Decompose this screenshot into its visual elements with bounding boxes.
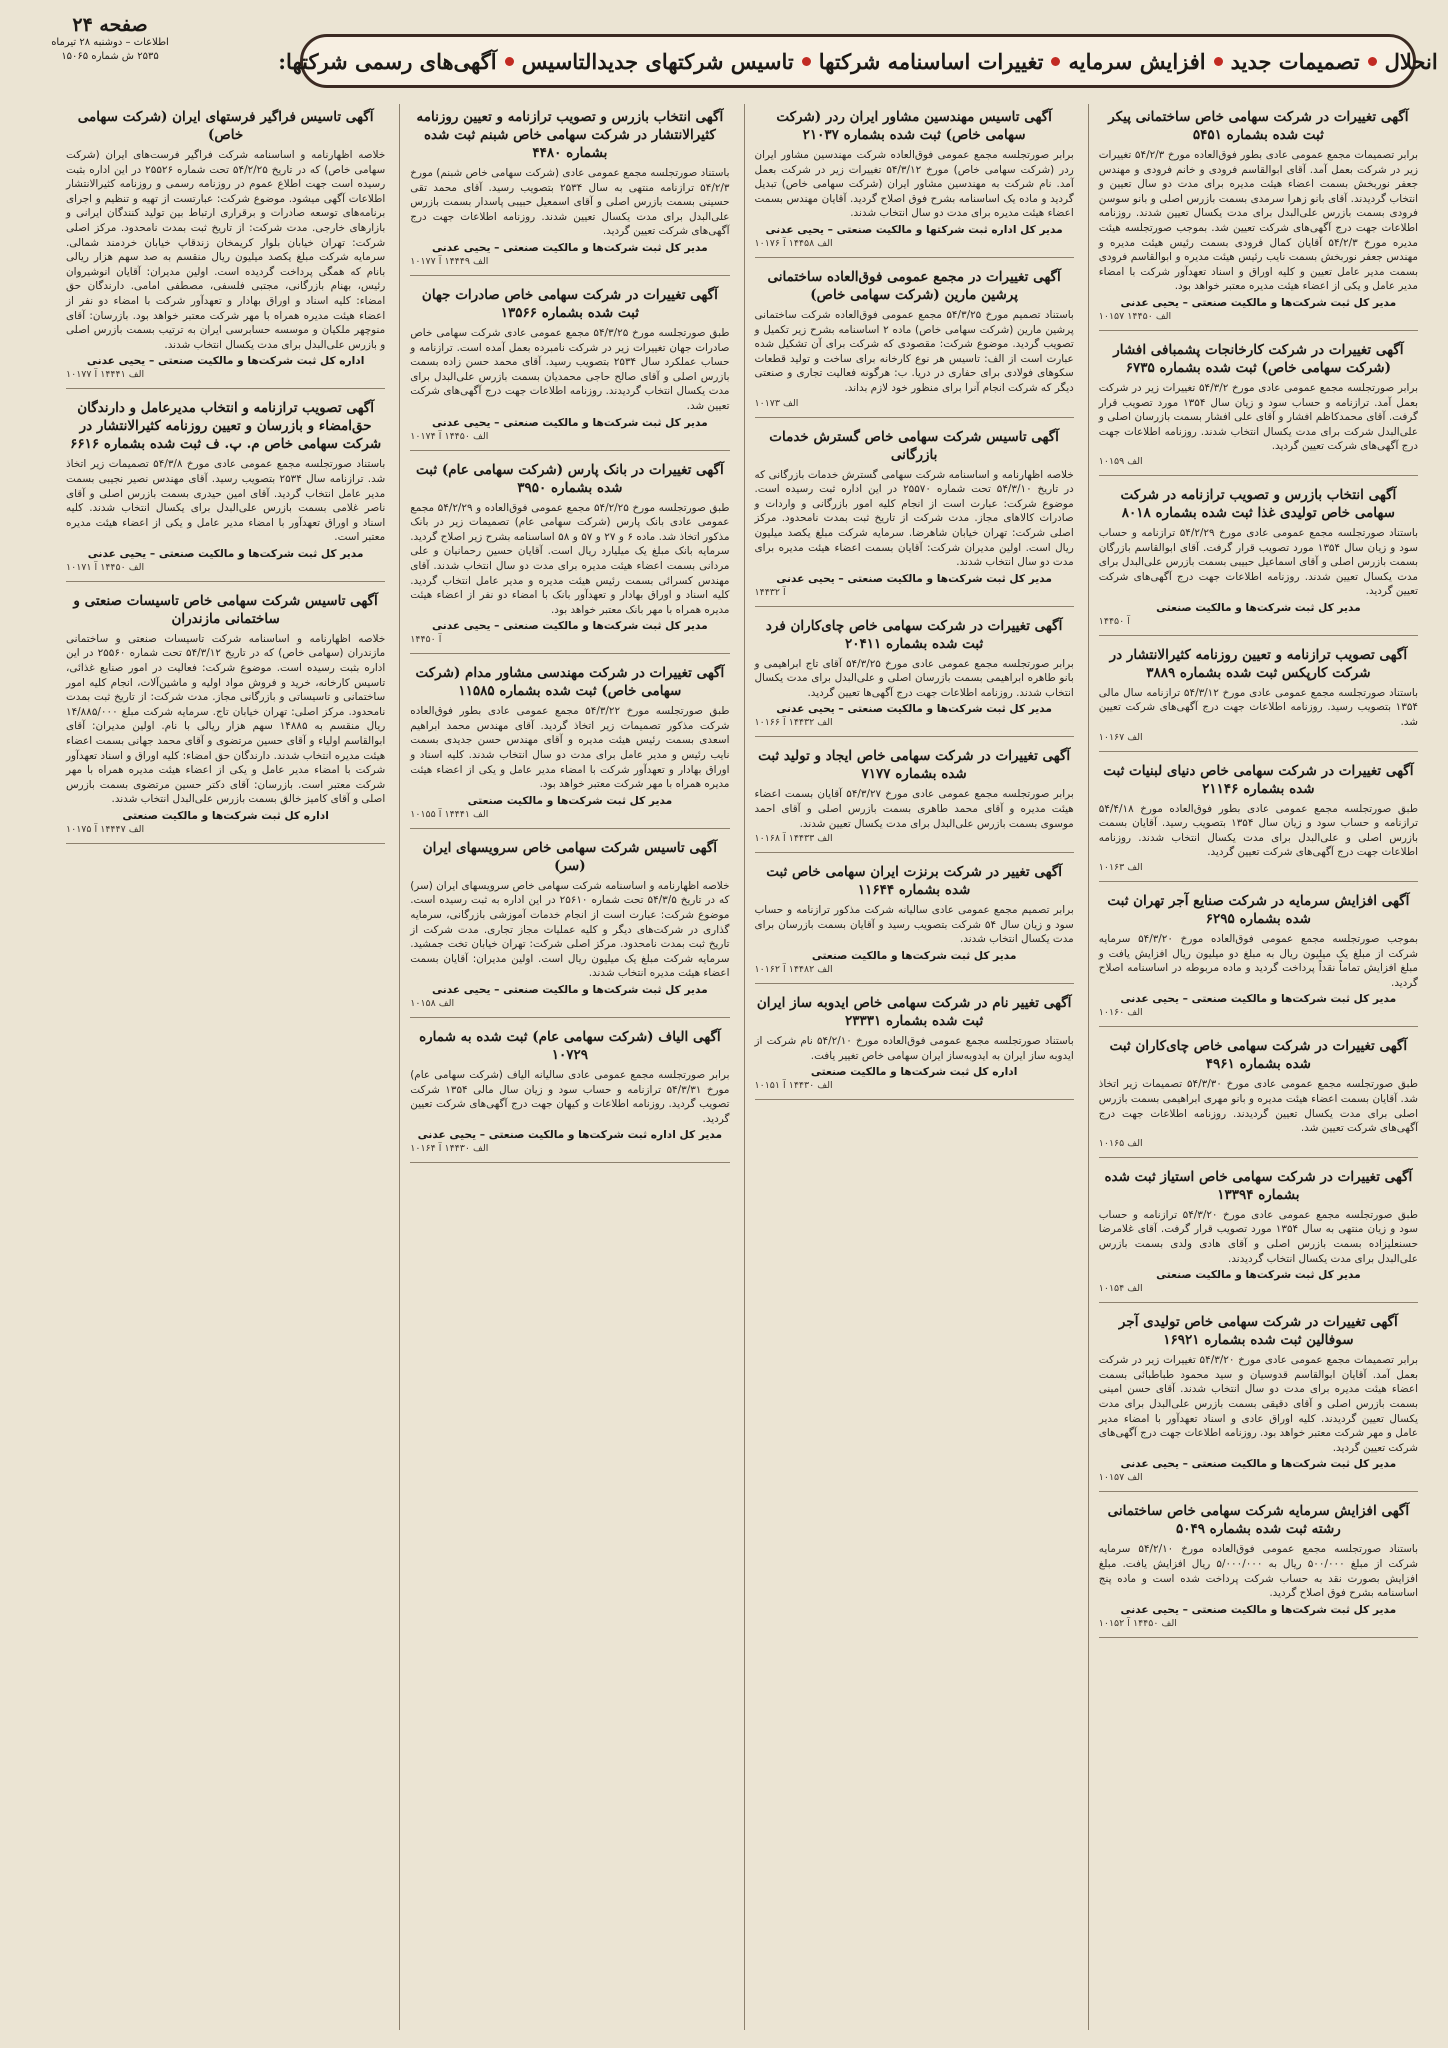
notice-signature: مدیر کل ثبت شرکت‌ها و مالکیت صنعتی – یحیی عدنی <box>776 572 1052 585</box>
notice-column <box>744 104 1074 2030</box>
notice-signature: مدیر کل ثبت شرکت‌ها و مالکیت صنعتی <box>467 794 673 807</box>
notice-body: برابر تصمیمات مجمع عمومی عادی بطور فوق‌العاده مورخ ۵۴/۲/۳ تغییرات زیر در شرکت بعمل آمد. آقای ابوالقاسم فرودی و خانم فرودی و مهندس جعفر نوربخش بسمت اعضاء هیئت مدیره برای مدت دو سال تعیین و انتخاب گردیدند. آقای بانو زهرا سرمدی بسمت بازرس اصلی و بانو سوسن فرودی بسمت بازرس علی‌البدل برای مدت یکسال تعیین شدند. روزنامه اطلاعات جهت درج آگهی‌های شرکت تعیین شد. بموجب صورتجلسه هیئت مدیره مورخ ۵۴/۲/۳ آقایان کمال فرودی بسمت رئیس هیئت مدیره و مهندس جعفر نوربخش بسمت نایب رئیس هیئت مدیره و ابوالقاسم فرودی بسمت مدیر عامل تعیین و کلیه اوراق و اسناد تعهدآور شرکت با امضاء مدیر عامل و یکی از اعضاء هیئت مدیره معتبر خواهد بود. <box>1095 149 1418 293</box>
banner-segment: آگهی‌های رسمی شرکتها: <box>278 48 497 74</box>
notice-title: آگهی تغییرات در شرکت سهامی خاص ساختمانی پیکر ثبت شده بشماره ۵۴۵۱ <box>1108 109 1409 143</box>
notice-title: آگهی تاسیس شرکت سهامی خاص تاسیسات صنعتی و ساختمانی مازندران <box>73 592 378 627</box>
notice-item <box>1095 642 1418 752</box>
notice-title: آگهی تصویب ترازنامه و انتخاب مدیرعامل و دارندگان حق‌امضاء و بازرسان و تعیین روزنامه کثیرالانتشار در شرکت سهامی خاص م. پ. ف ثبت شده بشماره ۶۶۱۶ <box>70 400 382 453</box>
notice-signature: مدیر کل ثبت شرکت‌ها و مالکیت صنعتی – یحیی عدنی <box>1120 296 1397 309</box>
notice-body: خلاصه اظهارنامه و اساسنامه شرکت سهامی خاص سرویسهای ایران (سر) که در تاریخ ۵۴/۳/۵ تحت شماره ۲۵۶۱۰ در این اداره به ثبت رسیده است. موضوع شرکت: عبارت است از انجام خدمات آموزشی بازرگانی، سرمایه گذاری در شرکت‌های دیگر و کلیه عملیات مجاز تجاری. مدت شرکت از تاریخ ثبت بمدت نامحدود. مرکز اصلی شرکت: تهران خیابان تخت جمشید. سرمایه شرکت مبلغ یک میلیون ریال است. اولین مدیران: آقایان بسمت اعضاء هیئت مدیره انتخاب شدند. <box>406 879 730 980</box>
notice-signature: مدیر کل ثبت شرکت‌ها و مالکیت صنعتی – یحیی عدنی <box>776 703 1052 716</box>
notice-body: برابر تصمیم مجمع عمومی عادی سالیانه شرکت مذکور ترازنامه و حساب سود و زیان سال ۵۴ شرکت بتصویب رسید و آقایان بسمت بازرسان برای مدت یکسال انتخاب شدند. <box>751 904 1074 946</box>
notice-code: ۱۰۱۶۶ الف ۱۴۴۳۲ آ <box>754 717 833 729</box>
notice-columns <box>56 104 1418 2030</box>
bullet-dot-icon <box>1214 57 1223 66</box>
notice-signature: اداره کل ثبت شرکت‌ها و مالکیت صنعتی <box>810 1066 1018 1079</box>
notice-body: باستناد صورتجلسه مجمع عمومی فوق‌العاده مورخ ۵۴/۲/۱۰ سرمایه شرکت از مبلغ ۵۰۰/۰۰۰ ریال به ۵/۰۰۰/۰۰۰ ریال افزایش یافت. مبلغ افزایش بصورت نقد به حساب شرکت پرداخت شده است و ماده پنج اساسنامه بشرح فوق اصلاح گردید. <box>1095 1543 1419 1600</box>
notice-code: ۱۰۱۵۲ الف ۱۴۴۵۰ آ <box>1098 1617 1177 1629</box>
notice-body: باستناد صورتجلسه مجمع عمومی عادی مورخ ۵۴/۳/۱۲ ترازنامه سال مالی ۱۳۵۴ بتصویب رسید. روزنامه اطلاعات جهت درج آگهی‌های شرکت تعیین شد. <box>1095 686 1418 729</box>
bullet-dot-icon <box>1051 57 1060 66</box>
notice-code: ۱۰۱۶۷ الف <box>1098 731 1143 743</box>
page-meta <box>50 14 170 64</box>
notice-body: طبق صورتجلسه مجمع عمومی عادی مورخ ۵۴/۳/۳۰ تصمیمات زیر اتخاذ شد. آقایان بسمت اعضاء هیئت مدیره و بانو مهری ابراهیمی بسمت بازرس اصلی برای مدت یکسال تعیین گردیدند. روزنامه اطلاعات جهت درج آگهی‌های شرکت تعیین شد. <box>1095 1078 1418 1135</box>
notice-item <box>751 104 1074 258</box>
notice-signature: مدیر کل ثبت شرکت‌ها و مالکیت صنعتی – یحیی عدنی <box>1120 1458 1397 1471</box>
notice-code: ۱۰۱۵۷ الف <box>1098 1472 1143 1484</box>
notice-code: ۱۰۱۷۵ الف ۱۴۴۴۷ آ <box>66 824 145 835</box>
notice-title: آگهی افزایش سرمایه شرکت سهامی خاص ساختمانی رشته ثبت شده بشماره ۵۰۴۹ <box>1107 1503 1410 1538</box>
notice-item <box>406 282 730 451</box>
notice-title: آگهی تصویب ترازنامه و تعیین روزنامه کثیرالانتشار در شرکت کارپکس ثبت شده بشماره ۳۸۸۹ <box>1109 646 1408 681</box>
notice-item <box>1095 758 1418 882</box>
section-banner <box>278 34 1438 88</box>
notice-code: ۱۰۱۵۵ الف ۱۴۴۴۱ آ <box>410 808 489 820</box>
notice-code: ۱۰۱۶۳ الف <box>1098 862 1143 874</box>
issue-date: اطلاعات – دوشنبه ۲۸ تیرماه <box>51 37 169 48</box>
bullet-dot-icon <box>505 57 514 66</box>
notice-title: آگهی تغییرات در شرکت سهامی خاص تولیدی آجر سوفالین ثبت شده بشماره ۱۶۹۲۱ <box>1118 1314 1398 1349</box>
notice-item <box>406 1024 730 1163</box>
notice-title: آگهی تغییرات در شرکت سهامی خاص دنیای لبنیات ثبت شده بشماره ۲۱۱۴۶ <box>1103 762 1414 797</box>
notice-item <box>1095 337 1419 476</box>
notice-body: باستناد صورتجلسه مجمع عمومی عادی مورخ ۵۴/۲/۲۹ ترازنامه و حساب سود و زیان سال ۱۳۵۴ مورد تصویب قرار گرفت. آقای ابوالقاسم بازرگان بسمت بازرس اصلی و آقای اسماعیل حبیبی بسمت بازرس علی‌البدل برای مدت یکسال تعیین شدند. روزنامه اطلاعات جهت درج آگهی‌های شرکت تعیین گردید. <box>1095 526 1419 598</box>
notice-body: طبق صورتجلسه مجمع عمومی عادی مورخ ۵۴/۳/۲۰ ترازنامه و حساب سود و زیان منتهی به سال ۱۳۵۴ مورد تصویب قرار گرفت. آقای غلامرضا حسنعلیزاده بسمت بازرس اصلی و آقای هادی ولدی بسمت بازرس علی‌البدل برای مدت یکسال انتخاب گردیدند. <box>1095 1208 1419 1265</box>
notice-code: ۱۰۱۶۵ الف <box>1098 1137 1143 1149</box>
notice-body: طبق صورتجلسه مورخ ۵۴/۳/۲۵ مجمع عمومی عادی شرکت سهامی خاص صادرات جهان تغییرات زیر در شرکت نامبرده بعمل آمده است. ترازنامه و حساب عملکرد سال ۲۵۳۴ بتصویب رسید. آقای محمد حسن زاده بسمت بازرس اصلی و آقای صالح حاجی محمدیان بسمت بازرس علی‌البدل برای مدت یکسال انتخاب گردیدند. روزنامه اطلاعات جهت درج آگهی‌های شرکت تعیین شد. <box>406 326 730 412</box>
notice-code: ۱۰۱۷۷ الف ۱۴۴۴۹ آ <box>410 255 489 267</box>
notice-body: باستناد تصمیم مورخ ۵۴/۳/۲۵ مجمع عمومی فوق‌العاده شرکت ساختمانی پرشین مارین (شرکت سهامی خاص) ماده ۲ اساسنامه بشرح زیر تکمیل و تصویب گردید. موضوع شرکت: مقصودی که شرکت برای آن تشکیل شده عبارت است از الف: تاسیس هر نوع کارخانه برای ساخت و تولید قطعات سکوهای فولادی برای حفاری در دریا. ب: هرگونه فعالیت تجاری و صنعتی دیگر که شرکت انجام آنرا برای منظور خود لازم بداند. <box>751 308 1074 394</box>
notice-signature: مدیر کل ثبت شرکت‌ها و مالکیت صنعتی <box>1156 601 1361 614</box>
notice-body: برابر صورتجلسه مجمع عمومی فوق‌العاده شرکت مهندسین مشاور ایران ردر (شرکت سهامی خاص) مورخ ۵۴/۳/۱۲ تغییرات زیر در شرکت بعمل آمد. نام شرکت به مهندسین مشاور ایران (شرکت سهامی خاص) تبدیل گردید و ماده یک اساسنامه بشرح فوق اصلاح گردید. آقایان مهندس بسمت اعضاء هیئت مدیره برای مدت دو سال انتخاب شدند. <box>751 149 1074 220</box>
notice-code: ۱۰۱۵۷ ۱۴۴۵۰ الف <box>1098 310 1172 322</box>
notice-signature: مدیر کل ثبت شرکت‌ها و مالکیت صنعتی – یحیی عدنی <box>1120 1603 1397 1616</box>
notice-item <box>751 613 1074 738</box>
notice-title: آگهی الیاف (شرکت سهامی عام) ثبت شده به شماره ۱۰۷۲۹ <box>419 1029 721 1063</box>
notice-code: ۱۰۱۷۷ الف ۱۴۴۴۱ آ <box>66 369 145 381</box>
notice-title: آگهی تغییرات در شرکت سهامی خاص ایجاد و تولید ثبت شده بشماره ۷۱۷۷ <box>758 748 1071 783</box>
notice-title: آگهی تغییرات در مجمع عمومی فوق‌العاده ساختمانی پرشین مارین (شرکت سهامی خاص) <box>767 268 1061 303</box>
bullet-dot-icon <box>1368 57 1377 66</box>
notice-title: آگهی انتخاب بازرس و تصویب ترازنامه در شرکت سهامی خاص تولیدی غذا ثبت شده بشماره ۸۰۱۸ <box>1120 486 1397 521</box>
notice-body: باستناد صورتجلسه مجمع عمومی فوق‌العاده مورخ ۵۴/۲/۱۰ نام شرکت از ایدوبه ساز ایران به ایدوبه‌ساز ایران سهامی خاص تغییر یافت. <box>751 1035 1074 1062</box>
notice-item <box>751 424 1074 607</box>
notice-signature: مدیر کل ثبت شرکت‌ها و مالکیت صنعتی – یحیی عدنی <box>432 241 708 254</box>
notice-title: آگهی تغییرات در شرکت کارخانجات پشمبافی افشار (شرکت سهامی خاص) ثبت شده بشماره ۶۷۳۵ <box>1113 341 1404 376</box>
notice-code: ۱۰۱۵۸ الف <box>410 998 455 1009</box>
notice-title: آگهی تغییرات در شرکت سهامی خاص چای‌کاران ثبت شده بشماره ۴۹۶۱ <box>1109 1038 1408 1073</box>
notice-body: برابر صورتجلسه مجمع عمومی عادی مورخ ۵۴/۳/۲۷ آقایان بسمت اعضاء هیئت مدیره و آقای محمد طاهری بسمت بازرس اصلی و آقای احمد موسوی بسمت بازرس علی‌البدل برای مدت یکسال تعیین شدند. <box>751 788 1074 830</box>
notice-title: آگهی تاسیس مهندسین مشاور ایران ردر (شرکت سهامی خاص) ثبت شده بشماره ۲۱۰۳۷ <box>776 109 1052 143</box>
banner-segment: تصمیمات جدید <box>1230 48 1360 74</box>
notice-item <box>1095 104 1418 331</box>
notice-body: بموجب صورتجلسه مجمع عمومی فوق‌العاده مورخ ۵۴/۳/۲۰ سرمایه شرکت از مبلغ یک میلیون ریال به مبلغ دو میلیون ریال افزایش یافت و مبلغ افزایش تماماً نقداً پرداخت گردید و ماده مربوطه در اساسنامه اصلاح گردید. <box>1095 933 1418 989</box>
notice-column <box>1088 104 1418 2030</box>
notice-signature: مدیر کل ثبت شرکت‌ها و مالکیت صنعتی – یحیی عدنی <box>87 547 364 560</box>
notice-column <box>399 104 729 2030</box>
notice-body: برابر صورتجلسه مجمع عمومی عادی مورخ ۵۴/۳/۲۵ آقای تاج ابراهیمی و بانو طاهره ابراهیمی بسمت بازرسان اصلی و علی‌البدل برای مدت یکسال انتخاب شدند. روزنامه اطلاعات جهت درج آگهی‌ها تعیین گردید. <box>751 657 1074 699</box>
notice-code: ۱۰۱۶۰ الف <box>1098 1007 1143 1019</box>
issue-number: ۲۵۳۵ ش شماره ۱۵۰۶۵ <box>61 51 159 62</box>
notice-title: آگهی تغییر نام در شرکت سهامی خاص ایدوبه ساز ایران ثبت شده بشماره ۲۳۳۳۱ <box>756 995 1072 1030</box>
notice-title: آگهی تغییرات در شرکت مهندسی مشاور مدام (شرکت سهامی خاص) ثبت شده بشماره ۱۱۵۸۵ <box>415 665 725 700</box>
notice-item <box>62 395 386 582</box>
notice-code: ۱۰۱۶۴ الف ۱۴۴۳۰ آ <box>410 1143 489 1155</box>
notice-code: ۱۰۱۵۱ الف ۱۴۴۳۰ آ <box>754 1080 833 1092</box>
notice-code: ۱۰۱۵۹ الف <box>1098 455 1143 467</box>
notice-item <box>1095 888 1418 1027</box>
notice-code: ۱۰۱۷۶ الف ۱۴۴۵۸ آ <box>754 237 833 249</box>
notice-code: ۱۰۱۶۲ الف ۱۴۴۸۲ آ <box>754 964 833 976</box>
notice-body: برابر تصمیمات مجمع عمومی عادی مورخ ۵۴/۳/۲۰ تغییرات زیر در شرکت بعمل آمد. آقایان ابوالقاسم قدوسیان و سید محمود طباطبائی بسمت اعضاء هیئت مدیره برای مدت دو سال انتخاب شدند. آقای حسن امینی بسمت بازرس اصلی و آقای دقیقی بسمت بازرس علی‌البدل برای مدت یکسال تعیین گردیدند. کلیه اوراق عادی و اسناد تعهدآور با امضاء مدیر عامل و مهر شرکت معتبر خواهد بود. روزنامه اطلاعات جهت درج آگهی‌های شرکت تعیین گردید. <box>1095 1354 1418 1454</box>
notice-title: آگهی افزایش سرمایه در شرکت صنایع آجر تهران ثبت شده بشماره ۶۲۹۵ <box>1107 893 1410 928</box>
notice-body: طبق صورتجلسه مورخ ۵۴/۲/۲۵ مجمع عمومی فوق‌العاده و ۵۴/۲/۲۹ مجمع عمومی عادی بانک پارس (شرکت سهامی عام) تصمیمات زیر در بانک مذکور اتخاذ شد. ماده ۶ و ۲۷ و ۵۷ و ۵۸ اساسنامه بشرح زیر اصلاح گردید. سرمایه بانک مبلغ یک میلیارد ریال است. آقایان حسین رحمانیان و علی مردانی بسمت اعضاء هیئت مدیره برای مدت دو سال انتخاب شدند. آقای مهندس کسرائی بسمت رئیس هیئت مدیره و مدیر عامل انتخاب گردید. کلیه اسناد و اوراق بهادار و تعهدآور بانک با امضاء دو نفر از اعضاء هیئت مدیره همراه با مهر بانک معتبر خواهد بود. <box>406 501 730 616</box>
notice-body: طبق صورتجلسه مورخ ۵۴/۳/۲۲ مجمع عمومی عادی بطور فوق‌العاده شرکت مذکور تصمیمات زیر اتخاذ گردید. آقای مهندس محمد ابراهیم اسعدی بسمت رئیس هیئت مدیره و آقای مهندس حسن جدیدی بسمت نایب رئیس و مدیر عامل برای مدت دو سال انتخاب شدند. کلیه اسناد و اوراق بهادار و تعهدآور شرکت با امضاء مدیر عامل و یکی از اعضاء هیئت مدیره همراه با مهر شرکت معتبر خواهد بود. <box>406 705 730 791</box>
notice-code: ۱۰۱۵۴ الف <box>1098 1283 1143 1295</box>
notice-item <box>406 660 730 829</box>
notice-item <box>751 859 1074 984</box>
notice-item <box>62 588 386 844</box>
notice-item <box>1095 482 1419 636</box>
notice-body: خلاصه اظهارنامه و اساسنامه شرکت فراگیر فرست‌های ایران (شرکت سهامی خاص) که در تاریخ ۵۴/۲/۲۵ تحت شماره ۲۵۵۲۶ در این اداره بثبت رسیده است جهت اطلاع عموم در روزنامه رسمی و روزنامه کثیرالانتشار اطلاعات آگهی میشود. موضوع شرکت: عبارتست از تهیه و تنظیم و اجرای برنامه‌های توسعه صادرات و برقراری ارتباط بین تولید کنندگان ایرانی و بازارهای خارجی. مدت شرکت: از تاریخ ثبت بمدت نامحدود. مرکز اصلی شرکت: تهران خیابان بلوار کریمخان زندقاپ خیابان خردمند شمالی. سرمایه شرکت مبلغ یکصد میلیون ریال منقسم به صد سهم هزار ریالی بانام که همگی پرداخت گردیده است. اولین مدیران: آقایان انوشیروان رئیس، بهنام بازرگانی، مجتبی فلسفی، مصطفی امامی. دارندگان حق امضاء: کلیه اسناد و اوراق بهادار و تعهدآور شرکت با امضاء دو نفر از اعضاء هیئت مدیره همراه با مهر شرکت معتبر خواهد بود. بازرسان: آقای منوچهر ملکیان و موسسه حسابرسی ایران به ترتیب بسمت بازرس اصلی و بازرس علی‌البدل برای مدت یکسال انتخاب شدند. <box>62 149 386 351</box>
notice-code: ۱۰۱۷۴ الف ۱۴۴۵۰ آ <box>410 430 489 442</box>
notice-title: آگهی تغییر در شرکت برنزت ایران سهامی خاص ثبت شده بشماره ۱۱۶۴۴ <box>766 864 1063 899</box>
notice-signature: مدیر کل ثبت شرکت‌ها و مالکیت صنعتی <box>1156 1269 1361 1282</box>
notice-title: آگهی تغییرات در شرکت سهامی خاص استیاز ثبت شده بشماره ۱۳۳۹۴ <box>1104 1168 1413 1203</box>
notice-item <box>751 264 1074 418</box>
banner-segment: انحلال <box>1384 48 1438 74</box>
notice-code: ۱۴۴۵۰ آ <box>1098 615 1130 627</box>
notice-item <box>751 990 1074 1100</box>
notice-title: آگهی انتخاب بازرس و تصویب ترازنامه و تعیین روزنامه کثیرالانتشار در شرکت سهامی خاص شبنم ثبت شده بشماره ۴۴۸۰ <box>416 109 724 161</box>
notice-body: باستناد صورتجلسه مجمع عمومی عادی مورخ ۵۴/۳/۸ تصمیمات زیر اتخاذ شد. ترازنامه سال ۲۵۳۴ بتصویب رسید. آقای مهندس نصیر نجیبی بسمت مدیر عامل انتخاب گردید. آقای امین حیدری بسمت بازرس اصلی و آقای ناصر غلامی بسمت بازرس علی‌البدل برای یکسال انتخاب شدند. کلیه اسناد و اوراق تعهدآور با امضاء مدیر عامل و یکی از اعضاء هیئت مدیره معتبر است. <box>62 458 386 544</box>
notice-title: آگهی تغییرات در شرکت سهامی خاص چای‌کاران فرد ثبت شده بشماره ۲۰۴۱۱ <box>765 617 1063 652</box>
notice-code: ۱۴۴۵۰ آ <box>410 634 442 646</box>
banner-segment: افزایش سرمایه <box>1068 48 1206 74</box>
notice-code: ۱۰۱۷۳ الف <box>754 397 799 409</box>
notice-item <box>1095 1033 1418 1157</box>
banner-segment: تاسیس شرکتهای جدیدالتاسیس <box>521 48 794 74</box>
notice-signature: مدیر کل ثبت شرکت‌ها و مالکیت صنعتی – یحیی عدنی <box>432 984 708 996</box>
notice-item <box>406 104 730 276</box>
notice-signature: مدیر کل اداره ثبت شرکتها و مالکیت صنعتی – یحیی عدنی <box>765 223 1063 236</box>
banner-segment: تغییرات اساسنامه شرکتها <box>818 48 1044 74</box>
notice-code: ۱۴۴۳۲ آ <box>754 586 786 598</box>
notice-item <box>62 104 386 389</box>
notice-signature: مدیر کل ثبت شرکت‌ها و مالکیت صنعتی – یحیی عدنی <box>432 620 708 633</box>
notice-signature: اداره کل ثبت شرکت‌ها و مالکیت صنعتی <box>122 810 329 822</box>
notice-item <box>1095 1498 1419 1637</box>
notice-body: باستناد صورتجلسه مجمع عمومی عادی (شرکت سهامی خاص شبنم) مورخ ۵۴/۲/۳ ترازنامه منتهی به سال ۲۵۳۴ بتصویب رسید. آقای محمد تقی حسینی بسمت بازرس اصلی و آقای اسمعیل حبیبی پاسدار بسمت بازرس علی‌البدل برای مدت یکسال تعیین شدند. روزنامه اطلاعات جهت درج آگهی‌های شرکت تعیین گردید. <box>406 167 730 238</box>
notice-body: خلاصه اظهارنامه و اساسنامه شرکت سهامی گسترش خدمات بازرگانی که در تاریخ ۵۴/۳/۱۰ تحت شماره ۲۵۵۷۰ در این اداره ثبت رسیده است. موضوع شرکت: عبارت است از انجام کلیه امور بازرگانی و واردات و صادرات کالاهای مجاز. مدت شرکت از تاریخ ثبت بمدت نامحدود. مرکز اصلی شرکت: تهران خیابان شاهرضا. سرمایه شرکت مبلغ یکصد میلیون ریال است. اولین مدیران شرکت: آقایان بسمت اعضاء هیئت مدیره برای مدت دو سال انتخاب شدند. <box>751 468 1074 569</box>
notice-title: آگهی تاسیس فراگیر فرستهای ایران (شرکت سهامی خاص) <box>77 109 374 143</box>
notice-signature: مدیر کل ثبت شرکت‌ها و مالکیت صنعتی – یحیی عدنی <box>1120 993 1397 1006</box>
notice-item <box>1095 1309 1418 1492</box>
notice-code: ۱۰۱۷۱ الف ۱۴۴۵۰ آ <box>66 561 145 573</box>
notice-title: آگهی تاسیس شرکت سهامی خاص سرویسهای ایران (سر) <box>422 839 718 874</box>
notice-signature: اداره کل ثبت شرکت‌ها و مالکیت صنعتی – یحیی عدنی <box>86 355 365 368</box>
notice-body: طبق صورتجلسه مجمع عمومی عادی بطور فوق‌العاده مورخ ۵۴/۴/۱۸ ترازنامه و حساب سود و زیان سال ۱۳۵۴ بتصویب رسید. آقایان بسمت بازرس اصلی و علی‌البدل برای مدت یکسال انتخاب شدند. روزنامه اطلاعات جهت درج آگهی‌های شرکت تعیین گردید. <box>1095 802 1418 859</box>
notice-column <box>56 104 385 2030</box>
notice-signature: مدیر کل ثبت شرکت‌ها و مالکیت صنعتی – یحیی عدنی <box>432 416 708 429</box>
notice-title: آگهی تغییرات در شرکت سهامی خاص صادرات جهان ثبت شده بشماره ۱۳۵۶۶ <box>421 286 718 321</box>
notice-code: ۱۰۱۶۸ الف ۱۴۴۳۳ آ <box>754 833 833 845</box>
notice-item <box>406 457 730 655</box>
notice-item <box>1095 1164 1419 1303</box>
notice-body: خلاصه اظهارنامه و اساسنامه شرکت تاسیسات صنعتی و ساختمانی مازندران (سهامی خاص) که در تاریخ ۵۴/۳/۱۲ تحت شماره ۲۵۵۶۰ در این اداره بثبت رسیده است. موضوع شرکت: فعالیت در امور صنایع غذائی، تاسیس کارخانه، خرید و فروش مواد اولیه و ماشین‌آلات، انجام کلیه امور ساختمانی و تاسیساتی و بازرگانی مجاز. مدت شرکت: از تاریخ ثبت بمدت نامحدود. مرکز اصلی: تهران خیابان تاج. سرمایه شرکت مبلغ ۱۴/۸۸۵/۰۰۰ ریال منقسم به ۱۴۸۸۵ سهم هزار ریالی با نام. اولین مدیران: آقای ابوالقاسم اولیاء و آقای حسین مرتضوی و آقای محمد جهانی بسمت اعضاء هیئت مدیره انتخاب شدند. دارندگان حق امضاء: کلیه اوراق و اسناد تعهدآور شرکت با امضاء مدیر عامل و یکی از اعضاء هیئت مدیره همراه با مهر شرکت معتبر است. بازرسان: آقای دکتر حسین مرتضوی بسمت بازرس اصلی و آقای کامیز خالق بسمت بازرس علی‌البدل انتخاب شدند. <box>62 632 386 806</box>
notice-signature: مدیر کل ثبت شرکت‌ها و مالکیت صنعتی <box>811 950 1017 963</box>
notice-body: برابر صورتجلسه مجمع عمومی عادی مورخ ۵۴/۳/۲ تغییرات زیر در شرکت بعمل آمد. ترازنامه و حساب سود و زیان سال ۱۳۵۴ مورد تصویب قرار گرفت. آقای محمدکاظم افشار و آقای علی افشار بسمت بازرسان اصلی و علی‌البدل شرکت برای مدت یکسال انتخاب شدند. روزنامه اطلاعات جهت درج آگهی‌های شرکت تعیین گردید. <box>1095 381 1419 453</box>
bullet-dot-icon <box>802 57 811 66</box>
page-number: صفحه ۲۴ <box>72 14 148 36</box>
notice-item <box>751 743 1074 853</box>
notice-title: آگهی تاسیس شرکت سهامی خاص گسترش خدمات بازرگانی <box>769 428 1059 463</box>
notice-body: برابر صورتجلسه مجمع عمومی عادی سالیانه الیاف (شرکت سهامی عام) مورخ ۵۴/۳/۳۱ ترازنامه و حساب سود و زیان سال مالی ۱۳۵۴ شرکت تصویب گردید. روزنامه اطلاعات و کیهان جهت درج آگهی‌های شرکت تعیین گردید. <box>406 1069 730 1125</box>
notice-title: آگهی تغییرات در بانک پارس (شرکت سهامی عام) ثبت شده بشماره ۳۹۵۰ <box>416 461 724 496</box>
notice-item <box>406 835 730 1018</box>
notice-signature: مدیر کل اداره ثبت شرکت‌ها و مالکیت صنعتی – یحیی عدنی <box>417 1129 723 1142</box>
